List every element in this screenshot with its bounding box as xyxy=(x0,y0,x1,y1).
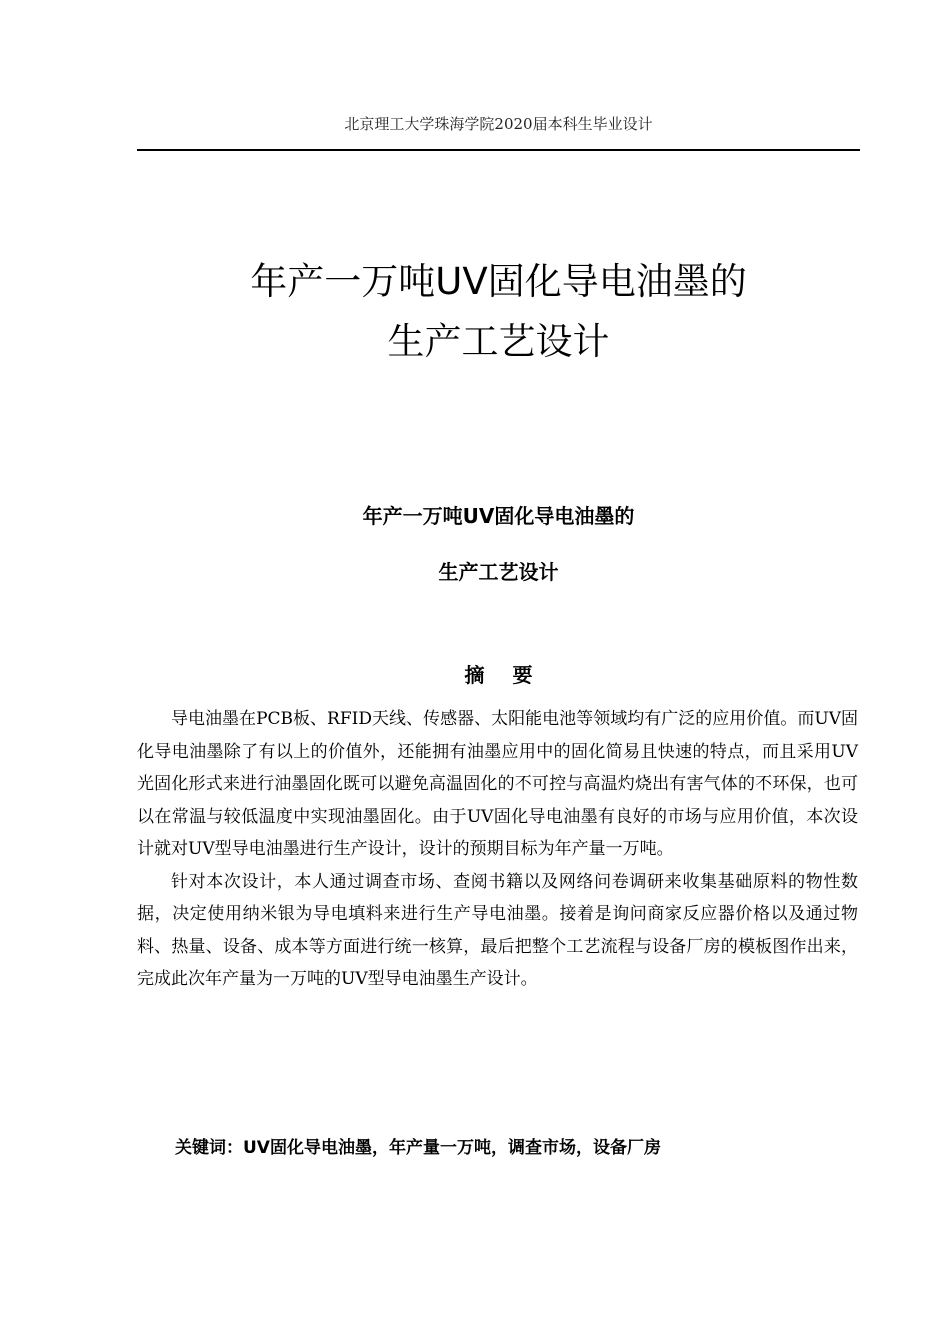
abstract-title-line-2: 生产工艺设计 xyxy=(438,560,559,584)
keywords-label: 关键词： xyxy=(175,1138,243,1158)
keywords-text: UV固化导电油墨，年产量一万吨，调查市场，设备厂房 xyxy=(243,1138,661,1158)
abstract-body xyxy=(137,703,858,996)
abstract-heading: 摘要 xyxy=(464,663,561,687)
running-header: 北京理工大学珠海学院2020届本科生毕业设计 xyxy=(344,115,653,133)
document-title-line-2: 生产工艺设计 xyxy=(387,320,610,363)
document-title-line-1: 年产一万吨UV固化导电油墨的 xyxy=(250,260,747,303)
abstract-title-line-1: 年产一万吨UV固化导电油墨的 xyxy=(362,504,635,528)
abstract-title xyxy=(137,488,860,600)
header-rule xyxy=(137,149,860,151)
keywords xyxy=(175,1133,855,1163)
abstract-paragraph-1: 导电油墨在PCB板、RFID天线、传感器、太阳能电池等领域均有广泛的应用价值。而UV固化导电油墨除了有以上的价值外，还能拥有油墨应用中的固化简易且快速的特点，而且采用UV光固化形式来进行油墨固化既可以避免高温固化的不可控与高温灼烧出有害气体的不环保，也可以在常温与较低温度中实现油墨固化。由于UV固化导电油墨有良好的市场与应用价值，本次设计就对UV型导电油墨进行生产设计，设计的预期目标为年产量一万吨。 xyxy=(137,709,858,859)
abstract-paragraph-2: 针对本次设计，本人通过调查市场、查阅书籍以及网络问卷调研来收集基础原料的物性数据，决定使用纳米银为导电填料来进行生产导电油墨。接着是询问商家反应器价格以及通过物料、热量、设备、成本等方面进行统一核算，最后把整个工艺流程与设备厂房的模板图作出来，完成此次年产量为一万吨的UV型导电油墨生产设计。 xyxy=(137,871,858,989)
document-title xyxy=(137,252,860,372)
